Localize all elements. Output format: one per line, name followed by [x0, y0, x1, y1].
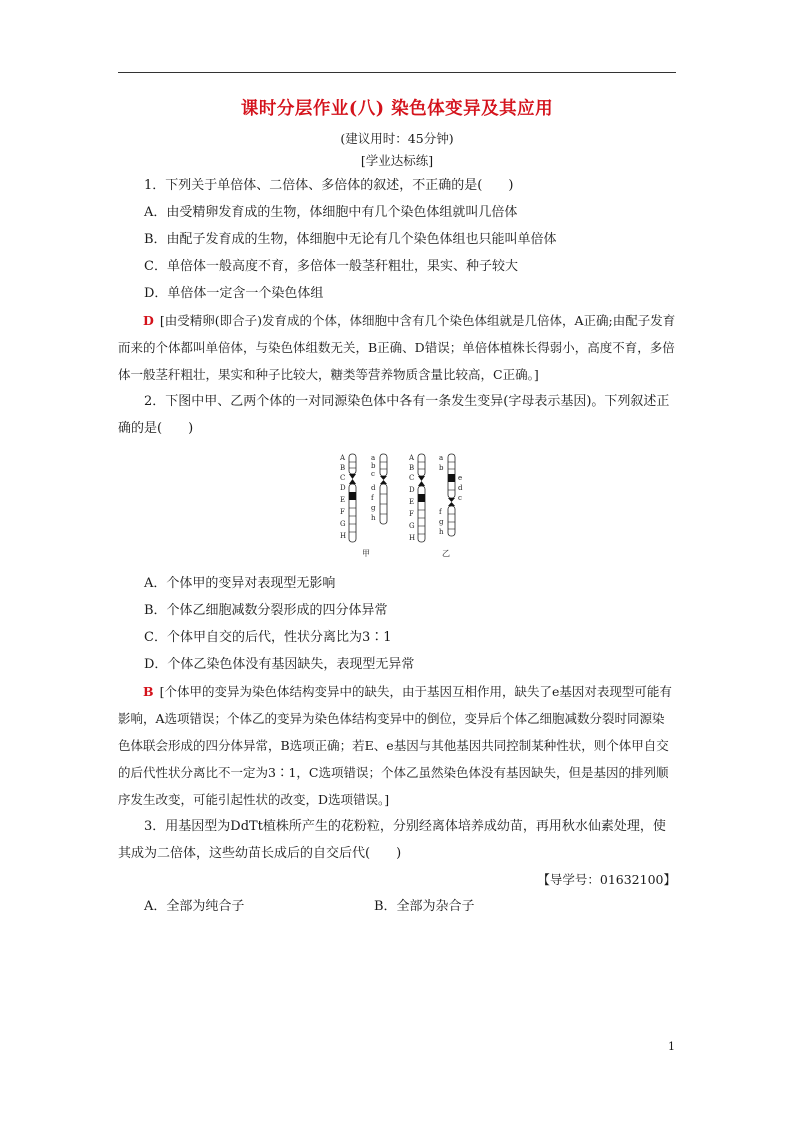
gene-label: d [371, 484, 376, 492]
label-yi: 乙 [442, 549, 450, 558]
yi-left-gene-labels [408, 454, 415, 542]
yi-right-chromosome [448, 454, 455, 536]
question-1-stem: 1．下列关于单倍体、二倍体、多倍体的叙述，不正确的是( ) [144, 178, 514, 193]
question-3-options [118, 893, 676, 920]
gene-label: a [439, 454, 444, 462]
question-1-option-b: B．由配子发育成的生物，体细胞中无论有几个染色体组也只能叫单倍体 [144, 232, 557, 247]
gene-label: d [458, 484, 463, 492]
jia-left-chromosome [349, 454, 356, 542]
gene-label: B [409, 464, 415, 472]
gene-label: f [371, 494, 374, 502]
gene-label: E [340, 496, 346, 504]
jia-right-chromosome [380, 454, 387, 524]
gene-label: D [409, 486, 415, 494]
gene-label: B [340, 464, 346, 472]
section-heading: [学业达标练] [360, 153, 434, 168]
question-2-option-d: D．个体乙染色体没有基因缺失，表现型无异常 [144, 657, 415, 672]
gene-label: g [371, 504, 376, 512]
gene-label: e [458, 474, 463, 482]
gene-label: h [371, 514, 376, 522]
gene-label: H [340, 532, 347, 540]
gene-label: a [371, 454, 376, 462]
jia-right-gene-labels [371, 454, 376, 522]
question-1-option-a: A．由受精卵发育成的生物，体细胞中有几个染色体组就叫几倍体 [144, 205, 518, 220]
question-1-explanation: [由受精卵(即合子)发育成的个体，体细胞中含有几个染色体组就是几倍体，A正确;由配子发育而来的个体都叫单倍体，与染色体组数无关，B正确、D错误；单倍体植株长得弱小，高度不育，多倍体一般茎秆粗壮，果实和种子比较大，糖类等营养物质含量比较高，C正确。] [118, 313, 676, 382]
gene-label: h [439, 528, 444, 536]
yi-left-chromosome [418, 454, 425, 542]
question-1-option-d: D．单倍体一定含一个染色体组 [144, 286, 324, 301]
question-3-stem: 3．用基因型为DdTt植株所产生的花粉粒，分别经离体培养成幼苗，再用秋水仙素处理，使其成为二倍体，这些幼苗长成后的自交后代( ) [118, 819, 666, 861]
gene-label: b [371, 462, 376, 470]
question-2-option-c: C．个体甲自交的后代，性状分离比为3∶1 [144, 630, 392, 645]
gene-label: G [409, 522, 415, 530]
label-jia: 甲 [362, 549, 370, 558]
question-2-option-b: B．个体乙细胞减数分裂形成的四分体异常 [144, 603, 388, 618]
gene-label: C [409, 474, 415, 482]
question-1-answer-key: D [143, 313, 154, 328]
question-1-option-c: C．单倍体一般高度不育，多倍体一般茎秆粗壮，果实、种子较大 [144, 259, 518, 274]
header-rule [118, 72, 676, 73]
chromosome-diagram [336, 452, 476, 564]
question-1-answer [118, 307, 676, 388]
question-2-answer [118, 678, 676, 813]
question-2-explanation: [个体甲的变异为染色体结构变异中的缺失，由于基因互相作用，缺失了e基因对表现型可能有影响，A选项错误；个体乙的变异为染色体结构变异中的倒位，变异后个体乙细胞减数分裂时同源染色体联会形成的四分体异常，B选项正确；若E、e基因与其他基因共同控制某种性状，则个体甲自交的后代性状分离比不一定为3∶1，C选项错误；个体乙虽然染色体没有基因缺失，但是基因的排列顺序发生改变，可能引起性状的改变，D选项错误。] [118, 684, 672, 807]
question-2-stem: 2．下图中甲、乙两个体的一对同源染色体中各有一条发生变异(字母表示基因)。下列叙述正确的是( ) [118, 394, 670, 436]
page-title: 课时分层作业(八) 染色体变异及其应用 [240, 99, 554, 119]
question-2-answer-key: B [143, 684, 154, 699]
gene-label: G [340, 520, 346, 528]
gene-label: F [409, 510, 414, 518]
worksheet-page [118, 96, 676, 920]
gene-label: H [409, 534, 416, 542]
gene-label: c [371, 470, 375, 478]
gene-label: F [340, 508, 345, 516]
guide-number: 【导学号：01632100】 [537, 872, 676, 887]
gene-label: A [340, 454, 346, 462]
gene-label: A [409, 454, 415, 462]
gene-label: D [340, 484, 346, 492]
gene-label: f [439, 508, 442, 516]
gene-label: E [409, 498, 415, 506]
page-number: 1 [668, 1040, 675, 1053]
jia-left-gene-labels [339, 454, 346, 540]
question-3-option-a: A．全部为纯合子 [144, 899, 245, 914]
suggested-time: (建议用时：45分钟) [340, 131, 454, 146]
gene-label: C [340, 474, 346, 482]
gene-label: c [458, 494, 462, 502]
question-3-option-b: B．全部为杂合子 [374, 899, 475, 914]
chromosome-figure [118, 452, 676, 564]
question-2-option-a: A．个体甲的变异对表现型无影响 [144, 576, 336, 591]
gene-label: g [439, 518, 444, 526]
gene-label: b [439, 464, 444, 472]
